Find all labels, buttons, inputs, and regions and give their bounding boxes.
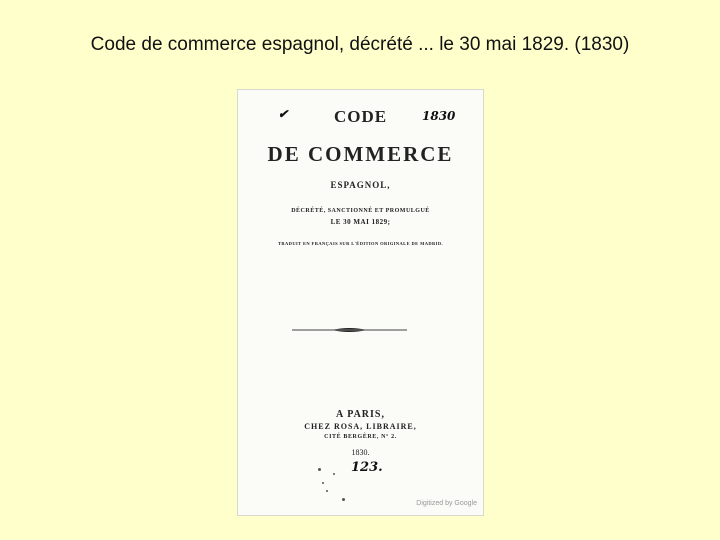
translation-note: TRADUIT EN FRANÇAIS SUR L'ÉDITION ORIGINALE DE MADRID. — [277, 241, 444, 246]
subtitle-espagnol: ESPAGNOL, — [330, 180, 391, 190]
ornament-rule — [292, 326, 407, 334]
ink-speck — [342, 498, 345, 501]
ink-speck — [326, 490, 328, 492]
title-de-commerce: DE COMMERCE — [267, 142, 454, 166]
ink-speck — [333, 473, 335, 475]
scanned-title-page — [237, 89, 484, 516]
decree-line-2: LE 30 MAI 1829; — [330, 218, 391, 226]
slide-title: Code de commerce espagnol, décrété ... le 30 mai 1829. (1830) — [90, 34, 630, 55]
imprint-year: 1830. — [351, 448, 370, 457]
imprint-publisher: CHEZ ROSA, LIBRAIRE, — [304, 422, 417, 431]
ink-speck — [318, 468, 321, 471]
digitized-watermark: Digitized by Google — [416, 500, 477, 507]
checkmark-annotation: ✔ — [278, 107, 289, 121]
ink-speck — [322, 482, 324, 484]
handwritten-number: 123. — [351, 460, 383, 475]
imprint-city: A PARIS, — [336, 409, 385, 420]
shelf-mark-annotation: 1830 — [422, 109, 456, 123]
title-code: CODE — [333, 107, 388, 126]
imprint-address: CITÉ BERGÈRE, N° 2. — [324, 434, 397, 440]
decree-line-1: DÉCRÉTÉ, SANCTIONNÉ ET PROMULGUÉ — [291, 208, 430, 214]
